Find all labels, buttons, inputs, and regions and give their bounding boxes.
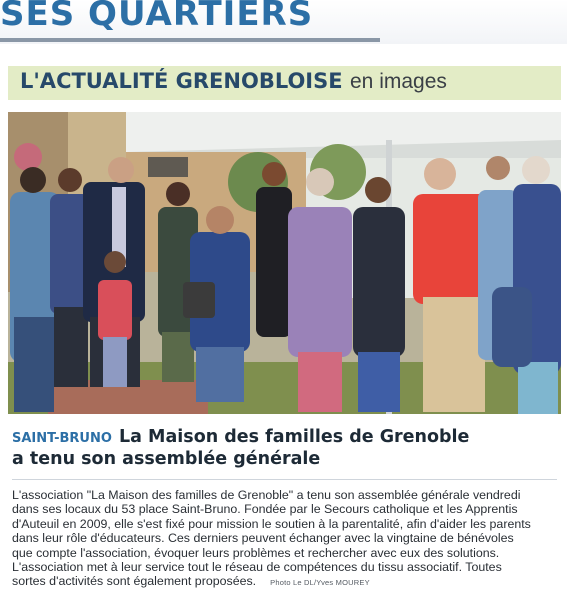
body-line: d'Auteuil en 2009, elle s'est fixé pour mission le soutien à la parentalité, afin d'aider les parents (12, 516, 531, 531)
headline-line-1: La Maison des familles de Grenoble (119, 427, 470, 447)
headline-line-2: a tenu son assemblée générale (12, 449, 321, 469)
banner-divider (0, 38, 380, 42)
article-photo (8, 112, 561, 414)
body-line: que compte l'association, évoquer leurs problèmes et rechercher avec eux des solutions. (12, 545, 500, 560)
body-line: L'association met à leur service tout le réseau de compétences du tissu associatif. Toutes (12, 560, 502, 575)
banner-title: SES QUARTIERS (0, 0, 314, 34)
group-photo-illustration (8, 112, 561, 414)
body-line: dans ses locaux du 53 place Saint-Bruno. Fondée par le Secours catholique et les Apprentis (12, 502, 518, 517)
body-line: dans leur rôle d'éducateurs. Ces derniers peuvent échanger avec la vingtaine de bénévoles (12, 531, 514, 546)
page-banner (0, 0, 567, 44)
body-line-text: sortes d'activités sont également proposées. (12, 574, 257, 589)
section-title-light: en images (350, 70, 447, 93)
article-divider (12, 479, 557, 480)
body-line-last (12, 574, 560, 590)
section-header (8, 66, 561, 100)
section-title-strong: L'ACTUALITÉ GRENOBLOISE (20, 69, 343, 93)
article-kicker: SAINT-BRUNO (12, 431, 112, 446)
article-body (12, 488, 560, 591)
body-line: L'association "La Maison des familles de Grenoble" a tenu son assemblée générale vendredi (12, 488, 521, 502)
photo-credit: Photo Le DL/Yves MOUREY (270, 578, 370, 588)
